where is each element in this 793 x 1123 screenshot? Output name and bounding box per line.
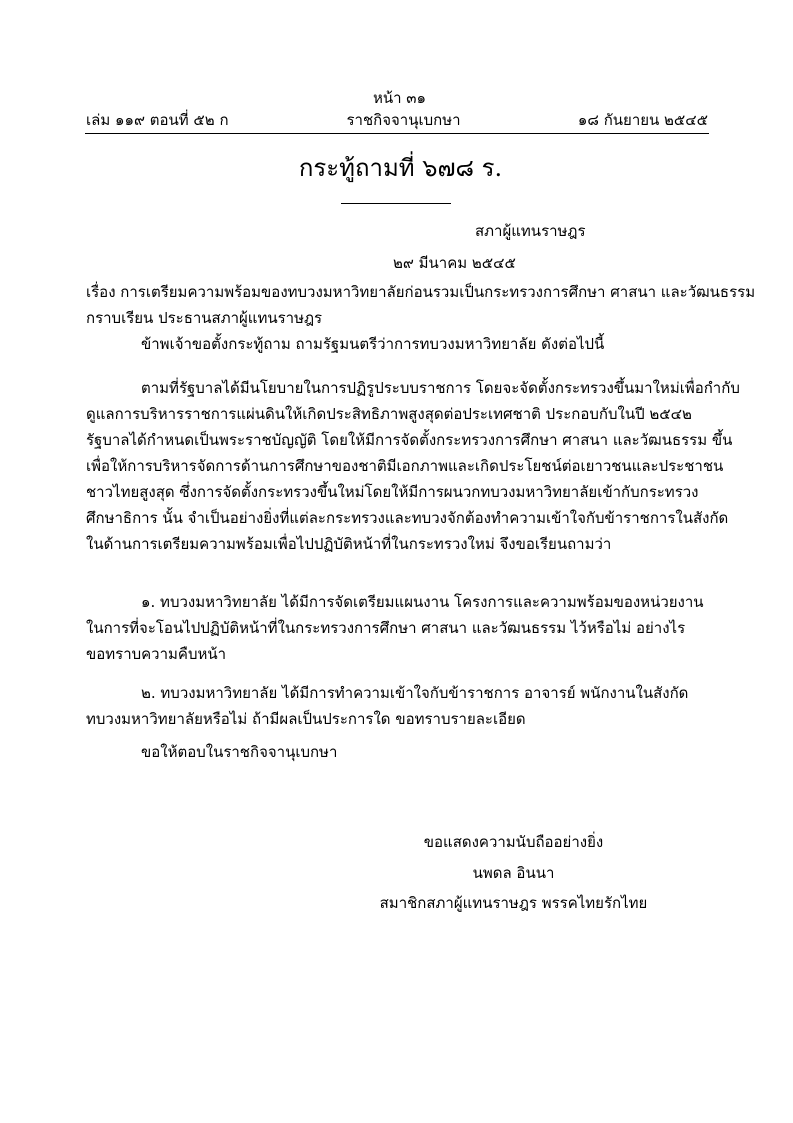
body-line: ตามที่รัฐบาลได้มีนโยบายในการปฏิรูประบบราชการ โดยจะจัดตั้งกระทรวงขึ้นมาใหม่เพื่อกำกับ [141, 379, 740, 397]
letter-header [86, 279, 756, 357]
question-date: ๒๙ มีนาคม ๒๕๔๕ [393, 254, 516, 272]
question-line: ทบวงมหาวิทยาลัยหรือไม่ ถ้ามีผลเป็นประการใด ขอทราบรายละเอียด [86, 710, 526, 728]
gazette-date: ๑๘ กันยายน ๒๕๔๕ [577, 111, 708, 129]
title-underline [341, 203, 451, 204]
body-line: เพื่อให้การบริหารจัดการด้านการศึกษาของชาติมีเอกภาพและเกิดประโยชน์ต่อเยาวชนและประชาชน [86, 457, 724, 475]
volume-issue: เล่ม ๑๑๙ ตอนที่ ๕๒ ก [86, 111, 229, 129]
answer-request [86, 739, 709, 765]
question-line: ๒. ทบวงมหาวิทยาลัย ได้มีการทำความเข้าใจกับข้าราชการ อาจารย์ พนักงานในสังกัด [141, 684, 689, 702]
body-line: ดูแลการบริหารราชการแผ่นดินให้เกิดประสิทธิภาพสูงสุดต่อประเทศชาติ ประกอบกับในปี ๒๕๔๒ [86, 405, 692, 423]
body-line: ในด้านการเตรียมความพร้อมเพื่อไปปฏิบัติหน้าที่ในกระทรวงใหม่ จึงขอเรียนถามว่า [86, 535, 612, 553]
question-line: ขอทราบความคืบหน้า [86, 645, 227, 663]
subject-line: เรื่อง การเตรียมความพร้อมของทบวงมหาวิทยาลัยก่อนรวมเป็นกระทรวงการศึกษา ศาสนา และวัฒนธรรม [86, 283, 756, 301]
question-1 [86, 589, 709, 667]
request-line: ขอให้ตอบในราชกิจจานุเบกษา [141, 743, 338, 761]
body-line: รัฐบาลได้กำหนดเป็นพระราชบัญญัติ โดยให้มีการจัดตั้งกระทรวงการศึกษา ศาสนา และวัฒนธรรม ขึ้น [86, 431, 733, 449]
signature-name: นพดล อินนา [472, 864, 555, 882]
gazette-name: ราชกิจจานุเบกษา [346, 111, 461, 129]
signature-position: สมาชิกสภาผู้แทนราษฎร พรรคไทยรักไทย [379, 894, 648, 912]
intro-line: ข้าพเจ้าขอตั้งกระทู้ถาม ถามรัฐมนตรีว่าการทบวงมหาวิทยาลัย ดังต่อไปนี้ [141, 335, 605, 353]
document-title: กระทู้ถามที่ ๖๗๘ ร. [298, 154, 503, 182]
question-line: ในการที่จะโอนไปปฏิบัติหน้าที่ในกระทรวงการศึกษา ศาสนา และวัฒนธรรม ไว้หรือไม่ อย่างไร [86, 619, 686, 637]
body-line: ชาวไทยสูงสุด ซึ่งการจัดตั้งกระทรวงขึ้นใหม่โดยให้มีการผนวกทบวงมหาวิทยาลัยเข้ากับกระทรวง [86, 483, 699, 501]
header-rule [85, 133, 709, 134]
signature-closing: ขอแสดงความนับถืออย่างยิ่ง [423, 833, 604, 851]
body-paragraph [86, 375, 740, 557]
question-2 [86, 680, 709, 732]
body-line: ศึกษาธิการ นั้น จำเป็นอย่างยิ่งที่แต่ละกระทรวงและทบวงจักต้องทำความเข้าใจกับข้าราชการในสังกัด [86, 509, 729, 527]
recipient-org: สภาผู้แทนราษฎร [475, 222, 586, 240]
page-number: หน้า ๓๑ [372, 89, 427, 107]
salutation: กราบเรียน ประธานสภาผู้แทนราษฎร [86, 309, 323, 327]
question-line: ๑. ทบวงมหาวิทยาลัย ได้มีการจัดเตรียมแผนงาน โครงการและความพร้อมของหน่วยงาน [141, 593, 704, 611]
